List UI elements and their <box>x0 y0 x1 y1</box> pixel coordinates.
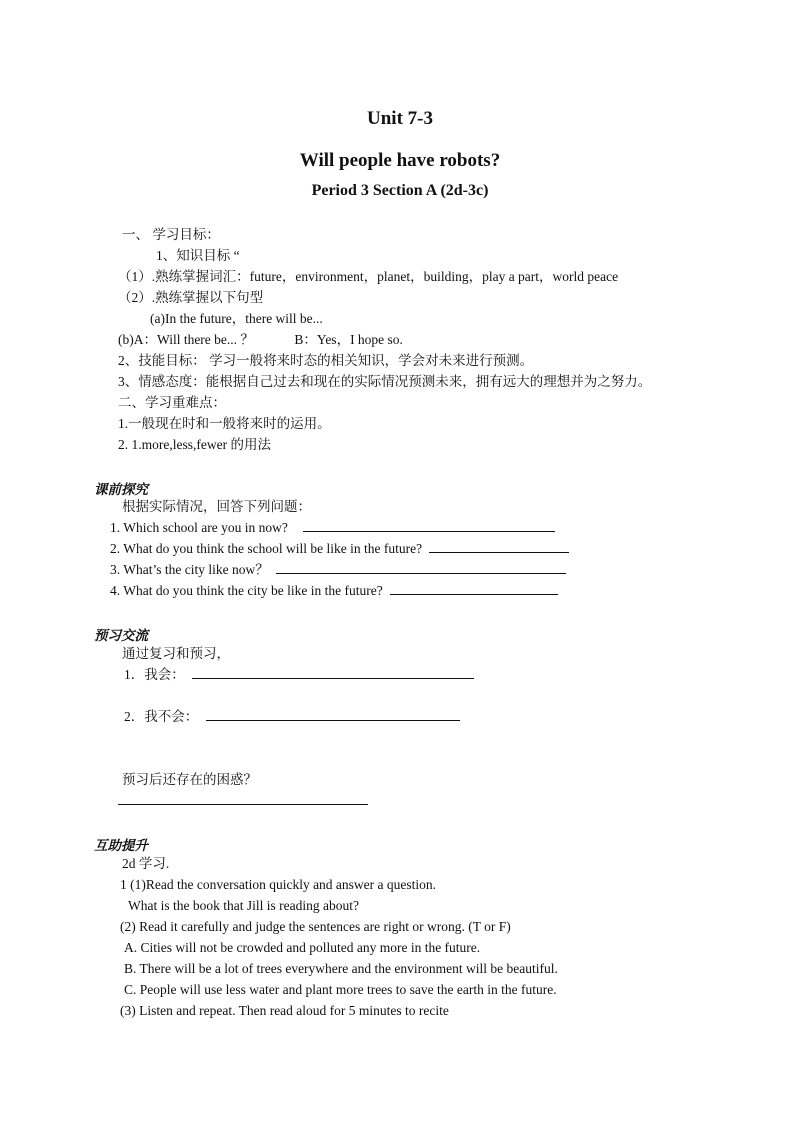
answer-blank-4[interactable] <box>390 582 558 595</box>
question-4-text: 4. What do you think the city be like in the future? <box>110 583 383 598</box>
question-2-text: 2. What do you think the school will be like in the future? <box>110 541 423 556</box>
statement-b: B. There will be a lot of trees everywhere and the environment will be beautiful. <box>124 961 558 976</box>
step-1-question: What is the book that Jill is reading about? <box>128 898 359 913</box>
lesson-title: Will people have robots? <box>299 150 501 171</box>
can-row <box>124 666 474 684</box>
answer-blank-3[interactable] <box>276 561 566 574</box>
objectives-heading: 一、 学习目标： <box>122 227 220 242</box>
step-2: (2) Read it carefully and judge the sentences are right or wrong. (T or F) <box>120 919 511 934</box>
cannot-label: 2．我不会： <box>124 709 199 724</box>
sentence-goal: （2）.熟练掌握以下句型 <box>118 290 264 305</box>
step-1: 1 (1)Read the conversation quickly and answer a question. <box>120 877 437 892</box>
step-3: (3) Listen and repeat. Then read aloud for 5 minutes to recite <box>120 1003 449 1018</box>
unit-title: Unit 7-3 <box>367 108 433 129</box>
question-1-text: 1. Which school are you in now? <box>110 520 288 535</box>
question-3 <box>110 561 566 579</box>
question-4 <box>110 582 558 600</box>
preview-heading: 课前探究 <box>94 482 148 497</box>
sentence-b: (b)A：Will there be... ？ B：Yes，I hope so. <box>118 332 403 347</box>
preview-intro: 根据实际情况，回答下列问题： <box>122 499 311 514</box>
question-2 <box>110 540 569 558</box>
answer-blank-2[interactable] <box>429 540 569 553</box>
can-label: 1．我会： <box>124 667 185 682</box>
emotion-goal: 3、情感态度：能根据自己过去和现在的实际情况预测未来，拥有远大的理想并为之努力。 <box>118 374 652 389</box>
key-point-2: 2. 1.more,less,fewer 的用法 <box>118 437 271 452</box>
period-title: Period 3 Section A (2d-3c) <box>311 182 489 199</box>
exchange-intro: 通过复习和预习， <box>122 646 230 661</box>
sentence-a: (a)In the future，there will be... <box>150 311 323 326</box>
cannot-row <box>124 708 460 726</box>
statement-a: A. Cities will not be crowded and polluted any more in the future. <box>124 940 481 955</box>
question-1 <box>110 519 555 537</box>
doubt-question: 预习后还存在的困惑？ <box>122 772 257 787</box>
statement-c: C. People will use less water and plant more trees to save the earth in the future. <box>124 982 557 997</box>
can-blank[interactable] <box>192 666 474 679</box>
improve-heading: 互助提升 <box>94 838 148 853</box>
knowledge-goal: 1、知识目标 “ <box>156 248 240 263</box>
doubt-blank[interactable] <box>118 792 368 805</box>
answer-blank-1[interactable] <box>303 519 555 532</box>
study-2d: 2d 学习. <box>122 856 170 871</box>
key-points-heading: 二、学习重难点： <box>118 395 226 410</box>
vocab-goal: （1）.熟练掌握词汇：future，environment，planet，building，play a part，world peace <box>118 269 619 284</box>
exchange-heading: 预习交流 <box>94 628 148 643</box>
key-point-1: 1.一般现在时和一般将来时的运用。 <box>118 416 331 431</box>
skill-goal: 2、技能目标： 学习一般将来时态的相关知识，学会对未来进行预测。 <box>118 353 534 368</box>
question-3-text: 3. What’s the city like now？ <box>110 562 269 577</box>
cannot-blank[interactable] <box>206 708 460 721</box>
